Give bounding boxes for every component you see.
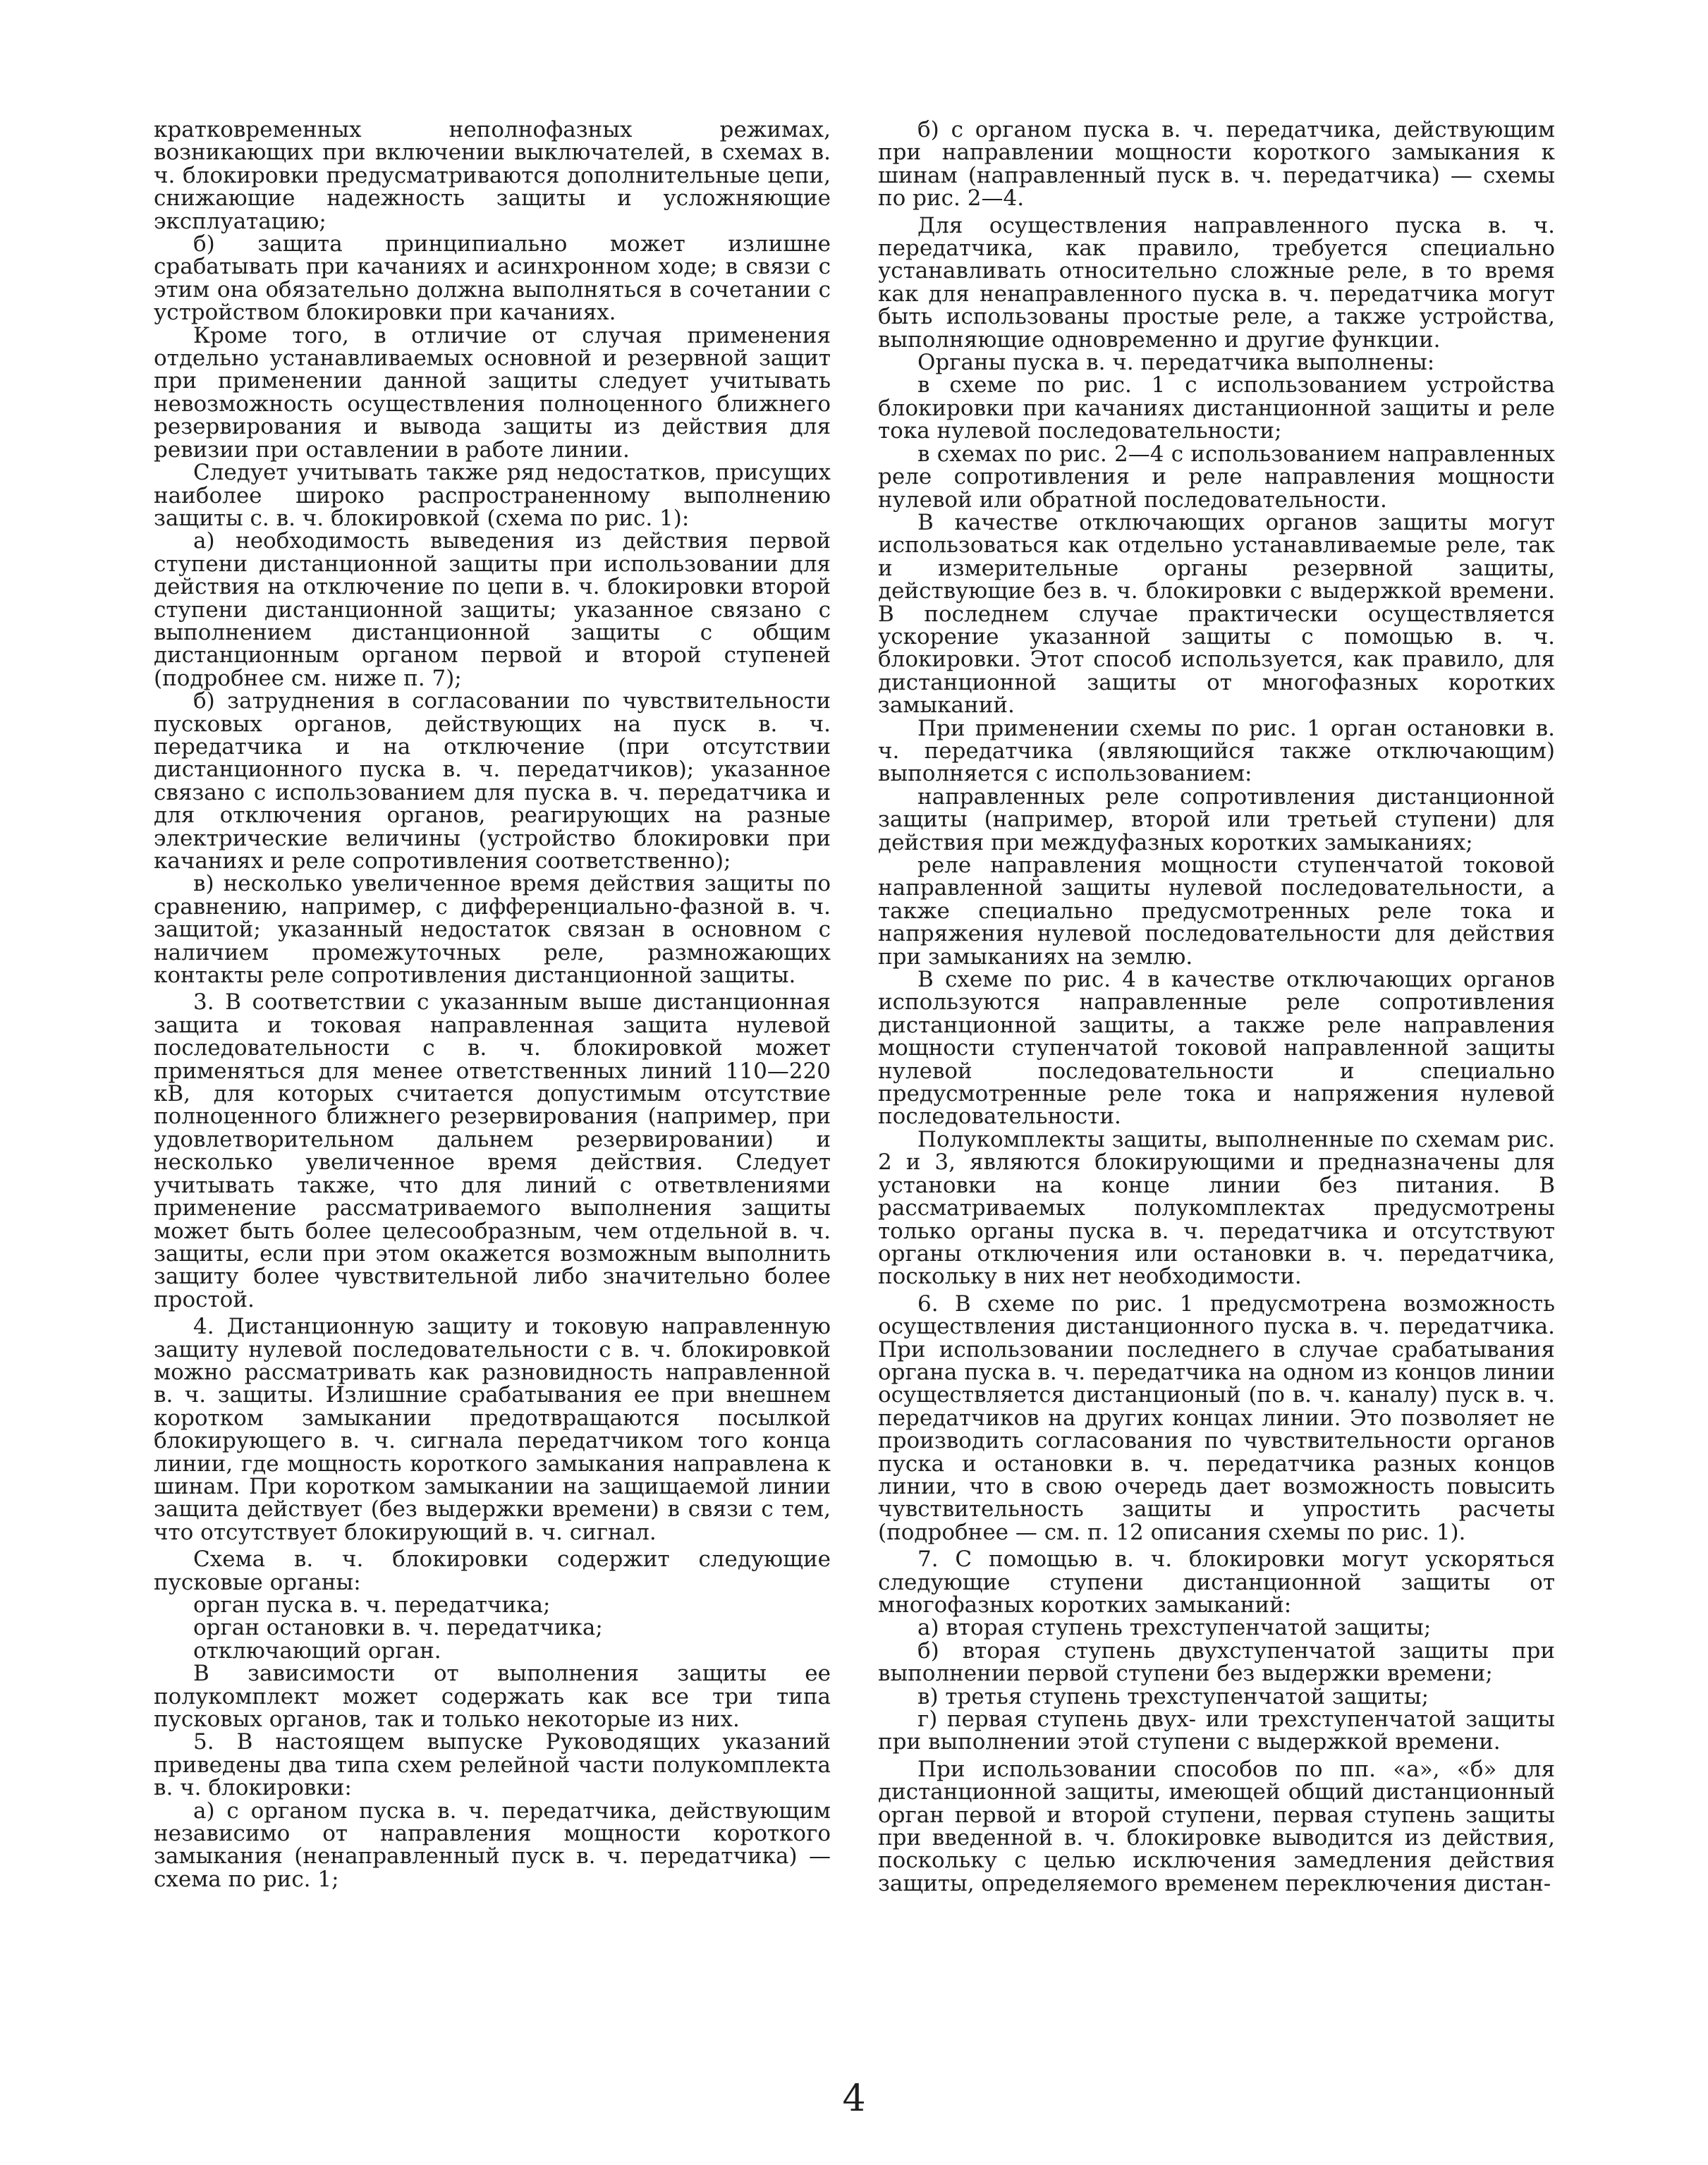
paragraph: а) необходимость выведения из действия первой ступени дистанционной защиты при использовании для действия на отключение по цепи в. ч. блокировки второй ступени дистанционной защиты; указанное связано с выполнением дистанционной защиты с общим дистанционным органом первой и второй ступеней (подробнее см. ниже п. 7); [154,528,831,691]
paragraph: б) с органом пуска в. ч. передатчика, действующим при направлении мощности короткого замыкания к шинам (направленный пуск в. ч. передатчика) — схемы по рис. 2—4. [878,117,1555,212]
paragraph: При применении схемы по рис. 1 орган остановки в. ч. передатчика (являющийся также отключающим) выполняется с использованием: [878,715,1555,787]
paragraph: При использовании способов по пп. «а», «б» для дистанционной защиты, имеющей общий дистанционный орган первой и второй ступени, первая ступень защиты при введенной в. ч. блокировке выводится из действия, поскольку с целью исключения замедления действия защиты, определяемого временем переключения дистан- [878,1756,1555,1896]
paragraph: Кроме того, в отличие от случая применения отдельно устанавливаемых основной и резервной защит при применении данной защиты следует учитывать невозможность осуществления полноценного ближнего резервирования и вывода защиты из действия для ревизии при оставлении в работе линии. [154,322,831,463]
list-item: в) третья ступень трехступенчатой защиты; [917,1683,1429,1709]
paragraph: кратковременных неполнофазных режимах, возникающих при включении выключателей, в схемах в. ч. блокировки предусматриваются дополнительные цепи, снижающие надежность защиты и усложняющие эксплуатацию; [154,117,831,234]
paragraph: Полукомплекты защиты, выполненные по схемам рис. 2 и 3, являются блокирующими и предназначены для установки на конце линии без питания. В рассматриваемых полукомплектах предусмотрены только органы пуска в. ч. передатчика и отсутствуют органы отключения или остановки в. ч. передатчика, поскольку в них нет необходимости. [878,1126,1555,1290]
list-item: орган пуска в. ч. передатчика; [193,1592,551,1618]
paragraph: а) с органом пуска в. ч. передатчика, действующим независимо от направления мощности короткого замыкания (ненаправленный пуск в. ч. передатчика) — схема по рис. 1; [154,1798,831,1892]
paragraph: Следует учитывать также ряд недостатков, присущих наиболее широко распространенному выполнению защиты с. в. ч. блокировкой (схема по рис. 1): [154,460,831,531]
list-item: реле направления мощности ступенчатой токовой направленной защиты нулевой последовательности, а также специально предусмотренных реле тока и напряжения нулевой последовательности для действия при замыканиях на землю. [878,853,1555,970]
list-item: направленных реле сопротивления дистанционной защиты (например, второй или третьей ступени) для действия при междуфазных коротких замыканиях; [878,783,1555,855]
paragraph: Схема в. ч. блокировки содержит следующие пусковые органы: [154,1547,831,1595]
paragraph: В схеме по рис. 4 в качестве отключающих органов используются направленные реле сопротивления дистанционной защиты, а также реле направления мощности ступенчатой токовой направленной защиты нулевой последовательности и специально предусмотренные реле тока и напряжения нулевой последовательности. [878,967,1555,1130]
paragraph: В зависимости от выполнения защиты ее полукомплект может содержать как все три типа пусковых органов, так и только некоторые из них. [154,1661,831,1733]
list-item: а) вторая ступень трехступенчатой защиты; [917,1615,1432,1641]
page-number: 4 [842,2078,866,2120]
list-item: отключающий орган. [193,1638,441,1664]
paragraph: В качестве отключающих органов защиты могут использоваться как отдельно устанавливаемые реле, так и измерительные органы резервной защиты, действующие без в. ч. блокировки с выдержкой времени. В последнем случае практически осуществляется ускорение указанной защиты с помощью в. ч. блокировки. Этот способ используется, как правило, для дистанционной защиты от многофазных коротких замыканий. [878,509,1555,719]
paragraph: Для осуществления направленного пуска в. ч. передатчика, как правило, требуется специально устанавливать относительно сложные реле, в то время как для ненаправленного пуска в. ч. передатчика могут быть использованы простые реле, а также устройства, выполняющие одновременно и другие функции. [878,212,1555,353]
list-item: б) вторая ступень двухступенчатой защиты при выполнении первой ступени без выдержки времени; [878,1638,1555,1687]
paragraph: Органы пуска в. ч. передатчика выполнены: [917,350,1435,376]
list-item: в схеме по рис. 1 с использованием устройства блокировки при качаниях дистанционной защиты и реле тока нулевой последовательности; [878,372,1555,444]
section-5-paragraph: 5. В настоящем выпуске Руководящих указаний приведены два типа схем релейной части полукомплекта в. ч. блокировки: [154,1729,831,1801]
right-column [878,118,1555,1895]
section-4-paragraph: 4. Дистанционную защиту и токовую направленную защиту нулевой последовательности с в. ч. блокировкой можно рассматривать как разновидность направленной в. ч. защиты. Излишние срабатывания ее при внешнем коротком замыкании предотвращаются посылкой блокирующего в. ч. сигнала передатчиком того конца линии, где мощность короткого замыкания направлена к шинам. При коротком замыкании на защищаемой линии защита действует (без выдержки времени) в связи с тем, что отсутствует блокирующий в. ч. сигнал. [154,1314,831,1545]
list-item: орган остановки в. ч. передатчика; [193,1615,603,1641]
paragraph: б) защита принципиально может излишне срабатывать при качаниях и асинхронном ходе; в связи с этим она обязательно должна выполняться в сочетании с устройством блокировки при качаниях. [154,231,831,326]
list-item: в схемах по рис. 2—4 с использованием направленных реле сопротивления и реле направления мощности нулевой или обратной последовательности. [878,441,1555,513]
paragraph: б) затруднения в согласовании по чувствительности пусковых органов, действующих на пуск в. ч. передатчика и на отключение (при отсутствии дистанционного пуска в. ч. передатчиков); указанное связано с использованием для пуска в. ч. передатчика и для отключения органов, реагирующих на разные электрические величины (устройство блокировки при качаниях и реле сопротивления соответственно); [154,688,831,874]
paragraph: в) несколько увеличенное время действия защиты по сравнению, например, с дифференциально-фазной в. ч. защитой; указанный недостаток связан в основном с наличием промежуточных реле, размножающих контакты реле сопротивления дистанционной защиты. [154,871,831,989]
section-3-paragraph: 3. В соответствии с указанным выше дистанционная защита и токовая направленная защита нулевой последовательности с в. ч. блокировкой может применяться для менее ответственных линий 110—220 кВ, для которых считается допустимым отсутствие полноценного ближнего резервирования (например, при удовлетворительном дальнем резервировании) и несколько увеличенное время действия. Следует учитывать также, что для линий с ответвлениями применение рассматриваемого выполнения защиты может быть более целесообразным, чем отдельной в. ч. защиты, если при этом окажется возможным выполнить защиту более чувствительной либо значительно более простой. [154,989,831,1312]
section-6-paragraph: 6. В схеме по рис. 1 предусмотрена возможность осуществления дистанционного пуска в. ч. передатчика. При использовании последнего в случае срабатывания органа пуска в. ч. передатчика на одном из концов линии осуществляется дистанционый (по в. ч. каналу) пуск в. ч. передатчиков на других концах линии. Это позволяет не производить согласования по чувствительности органов пуска и остановки в. ч. передатчика разных концов линии, что в свою очередь дает возможность повысить чувствительность защиты и упростить расчеты (подробнее — см. п. 12 описания схемы по рис. 1). [878,1291,1555,1545]
list-item: г) первая ступень двух- или трехступенчатой защиты при выполнении этой ступени с выдержкой времени. [878,1707,1555,1755]
left-column [154,118,831,1891]
section-7-paragraph: 7. С помощью в. ч. блокировки могут ускоряться следующие ступени дистанционной защиты от многофазных коротких замыканий: [878,1547,1555,1618]
